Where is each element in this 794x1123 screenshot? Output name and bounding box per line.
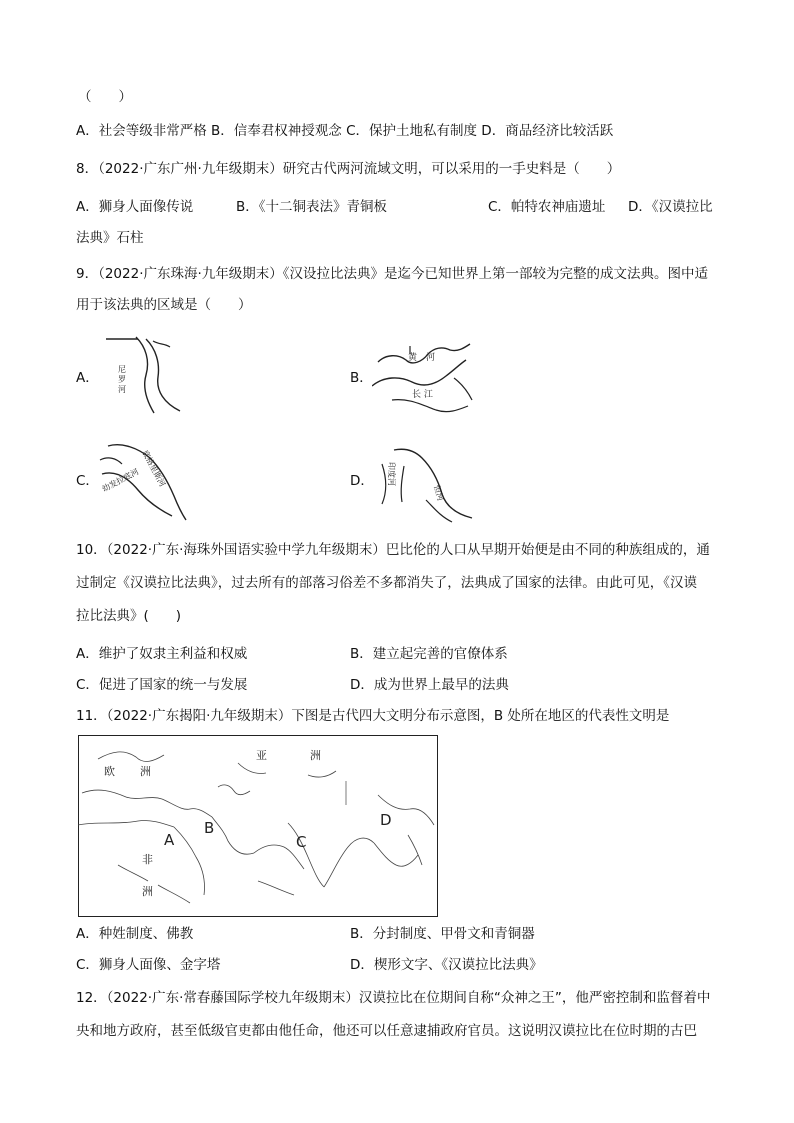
q10-stem-line-1: 10．（2022·广东·海珠外国语实验中学九年级期末）巴比伦的人口从早期开始便是由不同的种族组成的，通 [76, 542, 710, 558]
q10-option-d: D．成为世界上最早的法典 [350, 677, 509, 693]
map-marker-a: A [164, 831, 175, 849]
map-marker-c: C [296, 833, 307, 851]
q11-option-c: C．狮身人面像、金字塔 [76, 957, 221, 973]
europe-label-2: 洲 [140, 765, 151, 778]
q11-option-a: A．种姓制度、佛教 [76, 926, 194, 942]
q12-stem-line-2: 央和地方政府，甚至低级官吏都由他任命，他还可以任意逮捕政府官员。这说明汉谟拉比在位时期的古巴 [76, 1023, 697, 1039]
asia-label-1: 亚 [256, 749, 267, 762]
q10-option-b: B．建立起完善的官僚体系 [350, 646, 508, 662]
q8-option-a: A．狮身人面像传说 [76, 199, 194, 215]
nile-label-3: 河 [118, 385, 126, 394]
africa-label-1: 非 [142, 853, 153, 866]
q11-stem: 11．（2022·广东揭阳·九年级期末）下图是古代四大文明分布示意图，B 处所在地区的代表性文明是 [76, 708, 670, 724]
indus-river-label: 印度河 [387, 462, 396, 486]
q10-option-a: A．维护了奴隶主利益和权威 [76, 646, 248, 662]
q8-option-c: C．帕特农神庙遗址 [488, 199, 606, 215]
q8-option-d: D．《汉谟拉比 [628, 199, 713, 215]
q10-option-c: C．促进了国家的统一与发展 [76, 677, 248, 693]
map-marker-d: D [380, 811, 392, 829]
map-marker-b: B [204, 819, 215, 837]
four-civilizations-map [78, 735, 438, 917]
q10-stem-line-3: 拉比法典》( ) [76, 608, 182, 624]
q11-option-b: B．分封制度、甲骨文和青铜器 [350, 926, 535, 942]
indus-ganges-river-map [376, 444, 476, 526]
euphrates-river-label: 幼发拉底河 [100, 467, 141, 494]
q8-option-b: B．《十二铜表法》青铜板 [236, 199, 388, 215]
q11-option-d: D．楔形文字、《汉谟拉比法典》 [350, 957, 543, 973]
yangtze-river-label: 长 江 [412, 390, 433, 400]
africa-label-2: 洲 [142, 885, 153, 898]
nile-label-2: 罗 [118, 375, 126, 384]
q9-stem-line-2: 用于该法典的区域是（ ） [76, 297, 252, 313]
q12-stem-line-1: 12．（2022·广东·常春藤国际学校九年级期末）汉谟拉比在位期间自称“众神之王”，他严密控制和监督着中 [76, 990, 711, 1006]
q10-stem-line-2: 过制定《汉谟拉比法典》，过去所有的部落习俗差不多都消失了，法典成了国家的法律。由此可见，《汉谟 [76, 575, 697, 591]
q9-stem-line-1: 9．（2022·广东珠海·九年级期末）《汉设拉比法典》是迄今已知世界上第一部较为完整的成文法典。图中适 [76, 266, 709, 282]
q7-answer-paren: （ ） [78, 89, 132, 105]
europe-label-1: 欧 [104, 765, 115, 778]
q9-option-b-label: B． [350, 370, 373, 386]
nile-river-map [98, 335, 193, 417]
yellow-yangtze-river-map [372, 340, 477, 420]
q9-option-d-label: D． [350, 473, 374, 489]
tigris-river-label: 底格里斯河 [140, 448, 167, 489]
q8-stem: 8．（2022·广东广州·九年级期末）研究古代两河流域文明，可以采用的一手史料是（ ） [76, 161, 621, 177]
yellow-river-label: 黄 河 [408, 353, 436, 363]
nile-label-1: 尼 [118, 365, 126, 374]
tigris-euphrates-river-map [98, 440, 190, 522]
asia-label-2: 洲 [310, 749, 321, 762]
q9-option-a-label: A． [76, 370, 99, 386]
q8-option-d-continued: 法典》石柱 [76, 230, 144, 246]
ganges-river-label: 恒河 [432, 484, 445, 502]
q9-option-c-label: C． [76, 473, 99, 489]
q7-options: A．社会等级非常严格 B．信奉君权神授观念 C．保护土地私有制度 D．商品经济比较活跃 [76, 123, 614, 139]
